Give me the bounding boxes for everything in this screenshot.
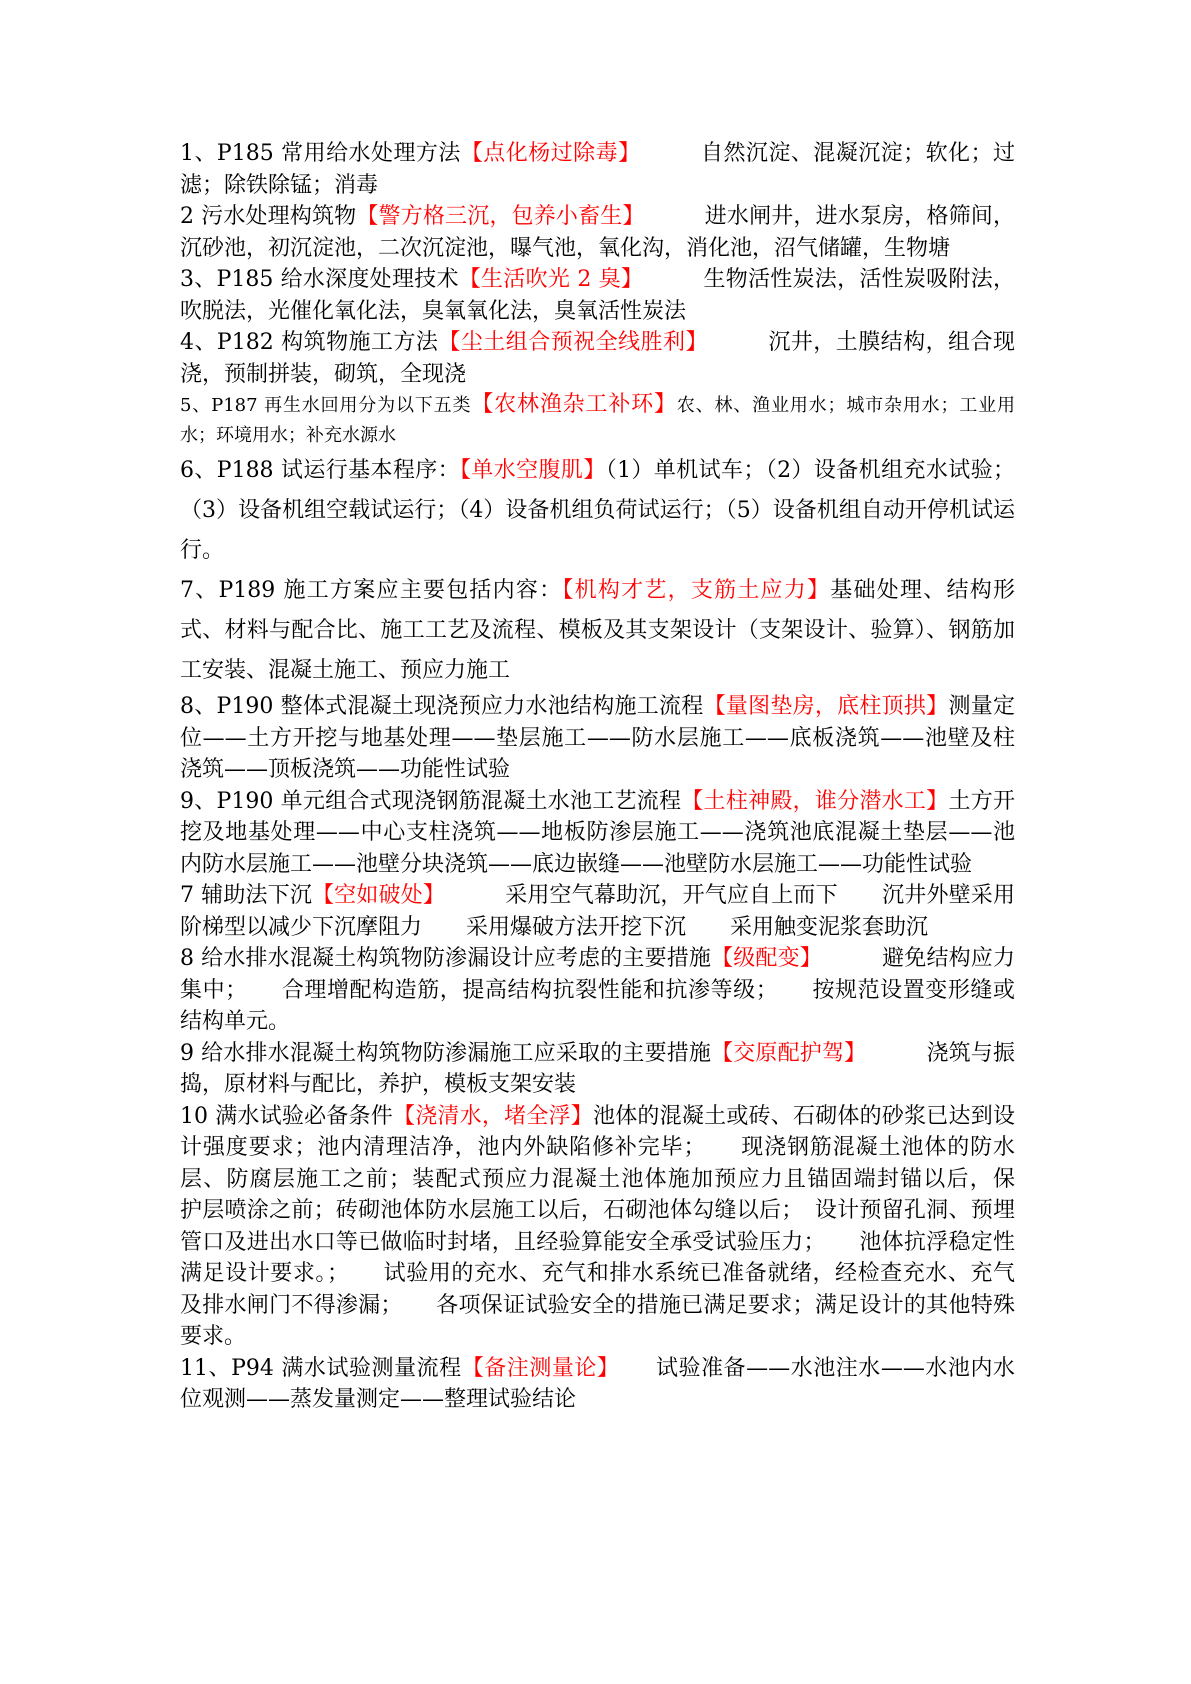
mnemonic-text: 【量图垫房，底柱顶拱】 xyxy=(703,694,949,719)
mnemonic-text: 【浇清水，堵全浮】 xyxy=(392,1103,593,1129)
note-body: 生物活性炭法，活性炭吸附法，吹脱法，光催化氧化法，臭氧氧化法，臭氧活性炭法 xyxy=(180,267,1015,324)
mnemonic-text: 【备注测量论】 xyxy=(461,1355,620,1381)
note-item-10 xyxy=(180,880,1015,943)
note-body: 避免结构应力集中； 合理增配构造筋，提高结构抗裂性能和抗渗等级； 按规范设置变形缝或结构单元。 xyxy=(180,946,1015,1034)
mnemonic-text: 【机构才艺，支筋土应力】 xyxy=(562,578,831,603)
mnemonic-text: 【尘土组合预祝全线胜利】 xyxy=(438,330,708,355)
note-lead: 1、P185 常用给水处理方法 xyxy=(180,141,461,166)
note-body: 土方开挖及地基处理——中心支柱浇筑——地板防渗层施工——浇筑池底混凝土垫层——池内防水层施工——池壁分块浇筑——底边嵌缝——池壁防水层施工——功能性试验 xyxy=(180,788,1015,877)
mnemonic-text: 【农林渔杂工补环】 xyxy=(471,392,677,417)
note-item-2 xyxy=(180,201,1015,264)
mnemonic-text: 【单水空腹肌】 xyxy=(460,458,606,483)
note-body: 沉井，土膜结构，组合现浇，预制拼装，砌筑，全现浇 xyxy=(180,330,1015,387)
mnemonic-text: 【空如破处】 xyxy=(312,883,446,908)
note-body: 基础处理、结构形式、材料与配合比、施工工艺及流程、模板及其支架设计（支架设计、验算）、钢筋加工安装、混凝土施工、预应力施工 xyxy=(180,578,1015,683)
mnemonic-text: 【土柱神殿，谁分潜水工】 xyxy=(681,788,949,814)
note-body: 池体的混凝土或砖、石砌体的砂浆已达到设计强度要求；池内清理洁净，池内外缺陷修补完毕； 现浇钢筋混凝土池体的防水层、防腐层施工之前；装配式预应力混凝土池体施加预应力且锚固端封锚以后，保 护层喷涂之前；砖砌池体防水层施工以后，石砌池体勾缝以后； 设计预留孔洞、预埋管口及进出水口等已做临时封堵，且经验算能安全承受试验压力； 池体抗浮稳定性满足设计要求。； 试验用的充水、充气和排水系统已准备就绪，经检查充水、充气及排水闸门不得渗漏； 各项保证试验安全的措施已满足要求；满足设计的其他特殊要求。 xyxy=(180,1103,1038,1349)
note-item-11 xyxy=(180,943,1015,1038)
note-lead: 3、P185 给水深度处理技术 xyxy=(180,267,459,292)
note-item-8 xyxy=(180,691,1015,786)
note-item-14 xyxy=(180,1353,1015,1416)
note-lead: 7 辅助法下沉 xyxy=(180,883,313,908)
note-item-13 xyxy=(180,1101,1038,1353)
note-lead: 9 给水排水混凝土构筑物防渗漏施工应采取的主要措施 xyxy=(180,1040,712,1066)
mnemonic-text: 【点化杨过除毒】 xyxy=(460,141,641,166)
note-body: 采用空气幕助沉，开气应自上而下 沉井外壁采用阶梯型以减少下沉摩阻力 采用爆破方法开挖下沉 采用触变泥浆套助沉 xyxy=(180,883,1015,940)
note-item-4 xyxy=(180,327,1015,390)
note-item-6 xyxy=(180,451,1015,571)
note-body: 浇筑与振捣，原材料与配比，养护，模板支架安装 xyxy=(180,1040,1015,1097)
mnemonic-text: 【级配变】 xyxy=(711,946,822,971)
mnemonic-text: 【交原配护驾】 xyxy=(711,1040,867,1066)
document-page xyxy=(180,138,1038,1416)
note-body: 进水闸井，进水泵房，格筛间，沉砂池，初沉淀池，二次沉淀池，曝气池，氧化沟，消化池，沼气储罐，生物塘 xyxy=(180,204,1015,261)
note-body: 试验准备——水池注水——水池内水位观测——蒸发量测定——整理试验结论 xyxy=(180,1355,1015,1412)
note-lead: 7、P189 施工方案应主要包括内容： xyxy=(180,578,563,603)
note-item-1 xyxy=(180,138,1015,201)
note-lead: 5、P187 再生水回用分为以下五类 xyxy=(180,395,472,416)
mnemonic-text: 【警方格三沉，包养小畜生】 xyxy=(356,204,645,229)
note-body: 农、林、渔业用水；城市杂用水；工业用水；环境用水；补充水源水 xyxy=(180,395,1015,446)
note-item-7 xyxy=(180,571,1015,691)
mnemonic-text: 【生活吹光 2 臭】 xyxy=(458,267,644,292)
note-item-5 xyxy=(180,390,1015,451)
note-item-9 xyxy=(180,786,1015,881)
note-lead: 9、P190 单元组合式现浇钢筋混凝土水池工艺流程 xyxy=(180,788,682,814)
note-lead: 4、P182 构筑物施工方法 xyxy=(180,330,439,355)
note-body: 自然沉淀、混凝沉淀；软化；过滤；除铁除锰；消毒 xyxy=(180,141,1015,198)
note-lead: 6、P188 试运行基本程序： xyxy=(180,458,461,483)
note-lead: 11、P94 满水试验测量流程 xyxy=(180,1355,462,1381)
note-item-12 xyxy=(180,1038,1015,1101)
note-lead: 10 满水试验必备条件 xyxy=(180,1103,393,1129)
note-item-3 xyxy=(180,264,1015,327)
note-body: （1）单机试车；（2）设备机组充水试验；（3）设备机组空载试运行；（4）设备机组负荷试运行；（5）设备机组自动开停机试运行。 xyxy=(180,458,1015,563)
note-lead: 8、P190 整体式混凝土现浇预应力水池结构施工流程 xyxy=(180,694,704,719)
note-body: 测量定位——土方开挖与地基处理——垫层施工——防水层施工——底板浇筑——池壁及柱浇筑——顶板浇筑——功能性试验 xyxy=(180,694,1015,782)
note-lead: 2 污水处理构筑物 xyxy=(180,204,357,229)
note-lead: 8 给水排水混凝土构筑物防渗漏设计应考虑的主要措施 xyxy=(180,946,712,971)
